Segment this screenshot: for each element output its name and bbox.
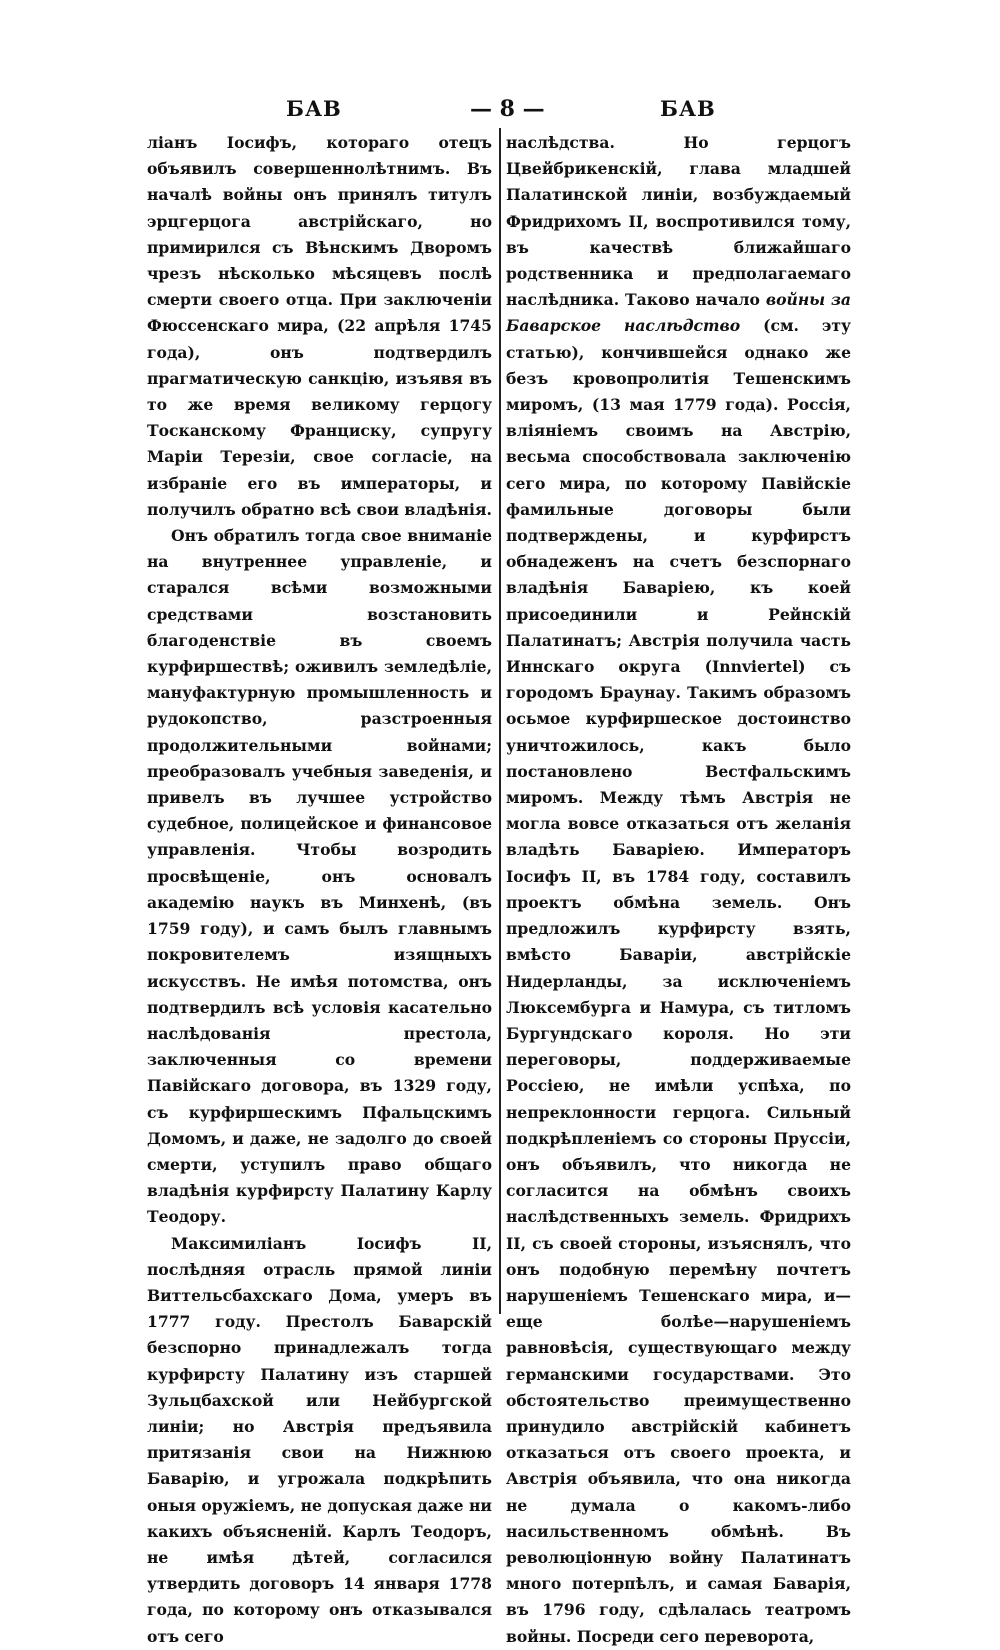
running-header bbox=[140, 96, 860, 126]
war-title-italic: войны за Баварское наслѣдство bbox=[506, 290, 852, 336]
right-text-part-1: наслѣдства. Но герцогъ Цвейбрикенскій, глава младшей Палатинской линіи, возбуждаемый Фридрихомъ II, воспротивился тому, въ качествѣ ближайшаго родственника и предполагаемаго наслѣдника. Таково начало bbox=[506, 133, 851, 310]
left-paragraph-1: ліанъ Іосифъ, котораго отецъ объявилъ совершеннолѣтнимъ. Въ началѣ войны онъ принялъ титулъ эрцгерцога австрійскаго, но примирился съ Вѣнскимъ Дворомъ чрезъ нѣсколько мѣсяцевъ послѣ смерти своего отца. При заключеніи Фюссенскаго мира, (22 апрѣля 1745 года), онъ подтвердилъ прагматическую санкцію, изъявя въ то же время великому герцогу Тосканскому Франциску, супругу Маріи Терезіи, свое согласіе, на избраніе его въ императоры, и получилъ обратно всѣ свои владѣнія. bbox=[147, 133, 492, 519]
header-right-keyword: БАВ bbox=[660, 96, 716, 121]
right-column bbox=[506, 130, 851, 1650]
left-paragraph-2: Онъ обратилъ тогда свое вниманіе на внутреннее управленіе, и старался всѣми возможными средствами возстановить благоденствіе въ своемъ курфиршествѣ; оживилъ земледѣліе, мануфактурную промышленность и рудокопство, разстроенныя продолжительными войнами; преобразовалъ учебныя заведенія, и привелъ въ лучшее устройство судебное, полицейское и финансовое управленія. Чтобы возродить просвѣщеніе, онъ основалъ академію наукъ въ Минхенѣ, (въ 1759 году), и самъ былъ главнымъ покровителемъ изящныхъ искусствъ. Не имѣя потомства, онъ подтвердилъ всѣ условія касательно наслѣдованія престола, заключенныя со времени Павійскаго договора, въ 1329 году, съ курфиршескимъ Пфальцскимъ Домомъ, и даже, не задолго до своей смерти, уступилъ право общаго владѣнія курфирсту Палатину Карлу Теодору. bbox=[147, 526, 492, 1227]
left-column bbox=[147, 130, 492, 1650]
left-paragraph-3: Максимиліанъ Іосифъ II, послѣдняя отрасль прямой линіи Виттельсбахскаго Дома, умеръ въ 1777 году. Престолъ Баварскій безспорно принадлежалъ тогда курфирсту Палатину изъ старшей Зульцбахской или Нейбургской линіи; но Австрія предъявила притязанія свои на Нижнюю Баварію, и угрожала подкрѣпить оныя оружіемъ, не допуская даже ни какихъ объясненій. Карлъ Теодоръ, не имѣя дѣтей, согласился утвердить договоръ 14 января 1778 года, по которому онъ отказывался отъ сего bbox=[147, 1233, 492, 1646]
header-left-keyword: БАВ bbox=[286, 96, 342, 121]
right-text-part-2: (см. эту статью), кончившейся однако же безъ кровопролитія Тешенскимъ миромъ, (13 мая 1779 года). Россія, вліяніемъ своимъ на Австрію, весьма способствовала заключенію сего мира, по которому Павійскіе фамильные договоры были подтверждены, и курфирстъ обнадеженъ на счетъ безспорнаго владѣнія Баваріею, къ коей присоединили и Рейнскій Палатинатъ; Австрія получила часть Иннскаго округа (Innviertel) съ городомъ Браунау. Такимъ образомъ осьмое курфиршеское достоинство уничтожилось, какъ было постановлено Вестфальскимъ миромъ. Между тѣмъ Австрія не могла вовсе отказаться отъ желанія владѣть Баваріею. Императоръ Іосифъ II, въ 1784 году, составилъ проектъ обмѣна земель. Онъ предложилъ курфирсту взять, вмѣсто Баваріи, австрійскіе Нидерланды, за исключеніемъ Люксембурга и Намура, съ титломъ Бургундскаго короля. Но эти переговоры, поддерживаемые Россіею, не имѣли успѣха, по непреклонности герцога. Сильный подкрѣпленіемъ со стороны Пруссіи, онъ объявилъ, что никогда не согласится на обмѣнъ своихъ наслѣдственныхъ земель. Фридрихъ II, съ своей стороны, изъяснялъ, что онъ подобную перемѣну почтетъ нарушеніемъ Тешенскаго мира, и—еще болѣе—нарушеніемъ равновѣсія, существующаго между германскими государствами. Это обстоятельство преимущественно принудило австрійскій кабинетъ отказаться отъ своего проекта, и Австрія объявила, что она никогда не думала о какомъ-либо насильственномъ обмѣнѣ. Въ революціонную войну Палатинатъ много потерпѣлъ, и самая Баварія, въ 1796 году, сдѣлалась театромъ войны. Посреди сего переворота, bbox=[506, 316, 851, 1646]
page-number: — 8 — bbox=[470, 96, 545, 122]
right-paragraph-1 bbox=[506, 130, 851, 1650]
column-divider bbox=[499, 128, 501, 1314]
